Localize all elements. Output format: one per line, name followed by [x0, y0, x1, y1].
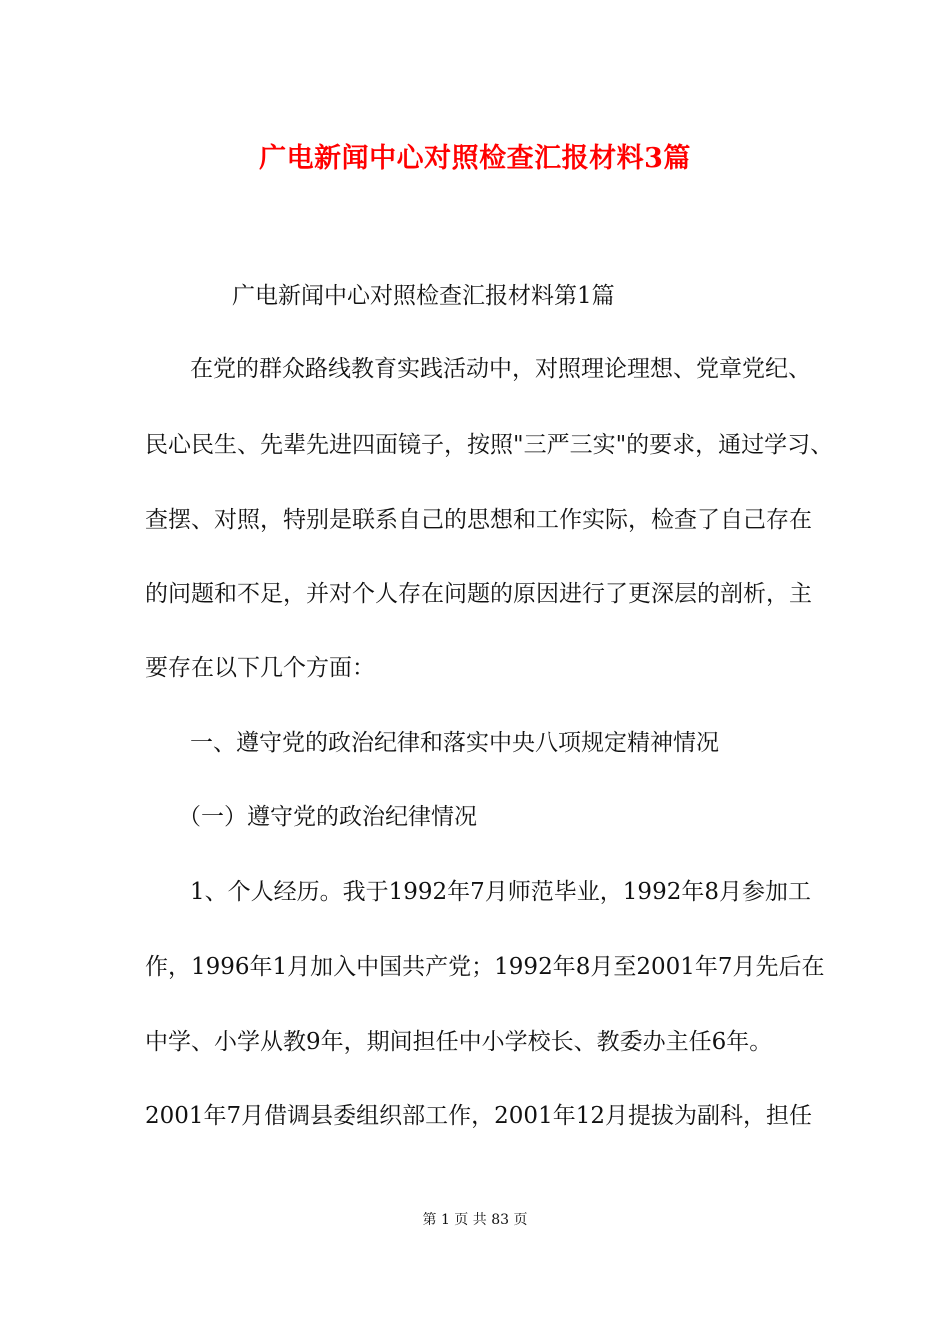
- subheading: 一、遵守党的政治纪律和落实中央八项规定精神情况: [190, 730, 719, 756]
- paragraph-line: 民心民生、先辈先进四面镜子，按照"三严三实"的要求，通过学习、: [145, 432, 834, 458]
- subheading: （一）遵守党的政治纪律情况: [178, 804, 477, 830]
- page-number: 第 1 页 共 83 页: [422, 1212, 528, 1228]
- paragraph-line: 查摆、对照，特别是联系自己的思想和工作实际，检查了自己存在: [145, 507, 812, 533]
- paragraph-line: 作，1996年1月加入中国共产党；1992年8月至2001年7月先后在: [145, 954, 825, 980]
- section-heading: 广电新闻中心对照检查汇报材料第1篇: [232, 283, 615, 309]
- paragraph-line: 1、个人经历。我于1992年7月师范毕业，1992年8月参加工: [190, 879, 811, 905]
- document-title: 广电新闻中心对照检查汇报材料3篇: [259, 143, 691, 174]
- paragraph-line: 中学、小学从教9年，期间担任中小学校长、教委办主任6年。: [145, 1029, 773, 1055]
- paragraph-line: 2001年7月借调县委组织部工作，2001年12月提拔为副科，担任: [145, 1103, 812, 1129]
- paragraph-line: 在党的群众路线教育实践活动中，对照理论理想、党章党纪、: [190, 356, 811, 382]
- paragraph-line: 要存在以下几个方面：: [145, 655, 375, 681]
- paragraph-line: 的问题和不足，并对个人存在问题的原因进行了更深层的剖析，主: [145, 581, 812, 607]
